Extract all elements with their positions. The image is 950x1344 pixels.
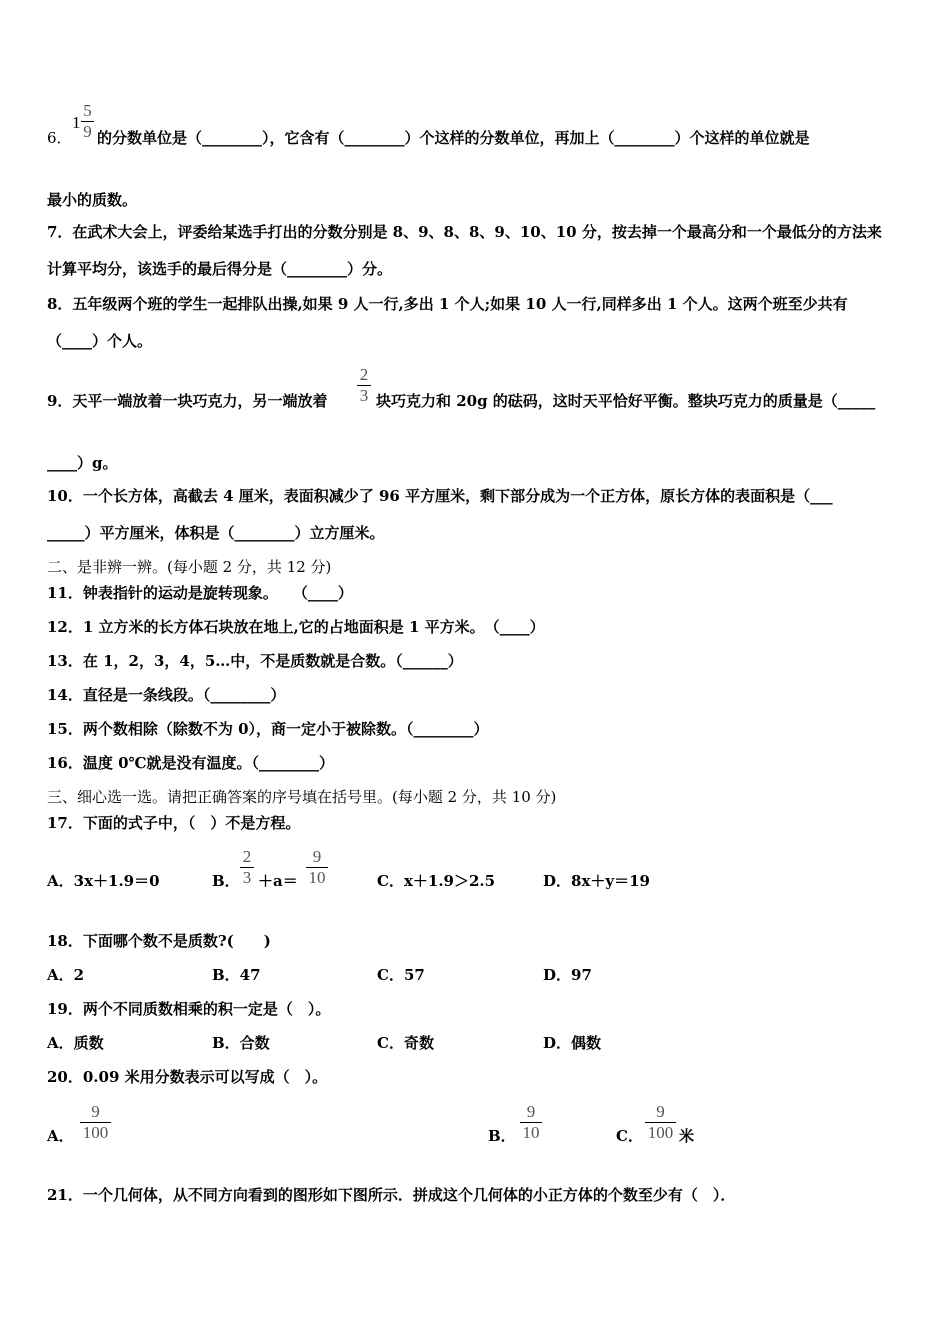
q17-b-f2-numerator: 9 — [312, 847, 322, 866]
section-choice-heading: 三、细心选一选。请把正确答案的序号填在括号里。(每小题 2 分，共 10 分) — [47, 788, 557, 806]
q17-b-f1-numerator: 2 — [242, 847, 252, 866]
q10-line1: 10．一个长方体，高截去 4 厘米，表面积减少了 96 平方厘米，剩下部分成为一个正方体，原长方体的表面积是（___ — [47, 487, 833, 505]
q18-option-b: B．47 — [212, 966, 261, 984]
q19-option-d: D．偶数 — [543, 1034, 602, 1052]
q20-c-denominator: 100 — [647, 1123, 674, 1142]
q6-text: 的分数单位是（________），它含有（________）个这样的分数单位，再加上（________）个这样的单位就是 — [97, 129, 810, 147]
q20-c-numerator: 9 — [656, 1102, 665, 1121]
q17-option-a: A．3x＋1.9＝0 — [47, 872, 160, 890]
q6-mixed-whole: 1 — [72, 113, 81, 132]
q6-number: 6． — [47, 129, 72, 147]
q19-option-a: A．质数 — [47, 1034, 104, 1052]
q8-line1: 8．五年级两个班的学生一起排队出操,如果 9 人一行,多出 1 个人;如果 10 人一行,同样多出 1 个人。这两个班至少共有 — [47, 295, 848, 313]
q17-option-c: C．x＋1.9＞2.5 — [377, 872, 496, 890]
q20-b-fraction — [520, 1103, 542, 1142]
q20-option-b-label: B． — [488, 1127, 516, 1145]
q9-line2: ____）g。 — [47, 454, 118, 472]
tf-q15: 15．两个数相除（除数不为 0），商一定小于被除数。（________） — [47, 720, 489, 738]
q17-stem: 17．下面的式子中，（ ）不是方程。 — [47, 814, 301, 832]
q20-a-fraction — [80, 1103, 111, 1142]
q17-option-d: D．8x＋y＝19 — [543, 872, 650, 890]
q20-option-c-unit: 米 — [679, 1127, 695, 1145]
q9-text-cont: 块巧克力和 20g 的砝码，这时天平恰好平衡。整块巧克力的质量是（_____ — [376, 392, 876, 410]
q17-option-b-mid: ＋a＝ — [258, 872, 298, 890]
section-true-false-heading: 二、是非辨一辨。(每小题 2 分，共 12 分) — [47, 558, 332, 576]
q20-stem: 20．0.09 米用分数表示可以写成（ ）。 — [47, 1068, 328, 1086]
q20-c-fraction — [645, 1103, 676, 1142]
q6-text-cont: 最小的质数。 — [47, 191, 138, 209]
tf-q11: 11．钟表指针的运动是旋转现象。 （____） — [47, 584, 353, 602]
q7-line1: 7．在武术大会上，评委给某选手打出的分数分别是 8、9、8、8、9、10、10 分，按去掉一个最高分和一个最低分的方法来 — [47, 223, 882, 241]
q6-frac-numerator: 5 — [83, 101, 92, 120]
q19-option-b: B．合数 — [212, 1034, 270, 1052]
q17-b-f2-denominator: 10 — [308, 868, 326, 887]
q9-frac-numerator: 2 — [359, 365, 369, 384]
q6-fraction — [81, 102, 94, 141]
q9-frac-denominator: 3 — [359, 386, 369, 405]
tf-q14: 14．直径是一条线段。（________） — [47, 686, 286, 704]
q9-fraction — [357, 366, 371, 405]
q10-line2: _____）平方厘米，体积是（________）立方厘米。 — [47, 524, 385, 542]
q20-b-denominator: 10 — [522, 1123, 540, 1142]
q9-text: 9．天平一端放着一块巧克力，另一端放着 — [47, 392, 328, 410]
q8-line2: （____）个人。 — [47, 332, 153, 350]
q19-stem: 19．两个不同质数相乘的积一定是（ ）。 — [47, 1000, 331, 1018]
q18-option-d: D．97 — [543, 966, 592, 984]
tf-q13: 13．在 1，2，3，4，5…中，不是质数就是合数。（______） — [47, 652, 463, 670]
q20-option-c-label: C． — [616, 1127, 643, 1145]
q18-option-c: C．57 — [377, 966, 425, 984]
tf-q16: 16．温度 0℃就是没有温度。（________） — [47, 754, 335, 772]
q20-a-denominator: 100 — [82, 1123, 109, 1142]
q18-stem: 18．下面哪个数不是质数?( ) — [47, 932, 271, 950]
q18-option-a: A．2 — [47, 966, 85, 984]
q6-frac-denominator: 9 — [83, 122, 92, 141]
q20-b-numerator: 9 — [526, 1102, 536, 1121]
q17-b-fraction-2 — [306, 848, 328, 887]
q17-b-f1-denominator: 3 — [242, 868, 252, 887]
q19-option-c: C．奇数 — [377, 1034, 434, 1052]
q21-stem: 21．一个几何体，从不同方向看到的图形如下图所示．拼成这个几何体的小正方体的个数至少有（ ）． — [47, 1186, 736, 1204]
q7-line2: 计算平均分，该选手的最后得分是（________）分。 — [47, 260, 393, 278]
tf-q12: 12．1 立方米的长方体石块放在地上,它的占地面积是 1 平方米。 （____） — [47, 618, 545, 636]
q20-a-numerator: 9 — [91, 1102, 100, 1121]
q20-option-a-label: A． — [47, 1127, 74, 1145]
q17-b-fraction-1 — [240, 848, 254, 887]
q17-option-b-label: B． — [212, 872, 240, 890]
